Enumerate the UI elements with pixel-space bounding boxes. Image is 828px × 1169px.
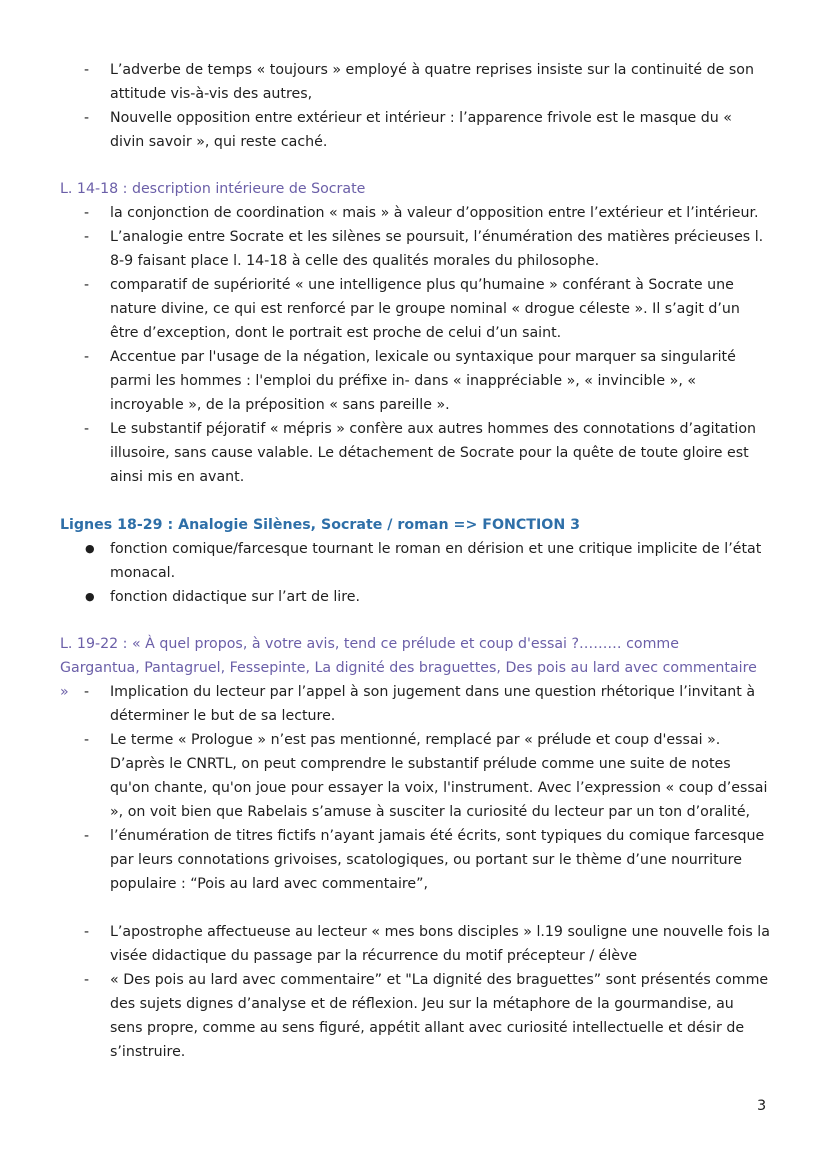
dash-marker: - xyxy=(84,684,90,700)
section-heading: Lignes 18-29 : Analogie Silènes, Socrate / roman => FONCTION 3 xyxy=(60,517,581,533)
dash-marker: - xyxy=(84,277,90,293)
dash-marker: - xyxy=(84,828,90,844)
list-item: Le terme « Prologue » n’est pas mentionné, remplacé par « prélude et coup d'essai ». D’après le CNRTL, on peut comprendre le substantif prélude comme une suite de notes qu'on chante, qu'on joue pour essayer la voix, l'instrument. Avec l’expression « coup d’essai », on voit bien que Rabelais s’amuse à susciter la curiosité du lecteur par un ton d’oralité, xyxy=(110,732,768,820)
section-heading: L. 19-22 : « À quel propos, à votre avis, tend ce prélude et coup d'essai ?……… comme Gargantua, Pantagruel, Fessepinte, La dignité des braguettes, Des pois au lard avec commentaire » xyxy=(60,636,757,700)
dash-marker: - xyxy=(84,924,90,940)
list-item: l’énumération de titres fictifs n’ayant jamais été écrits, sont typiques du comique farcesque par leurs connotations grivoises, scatologiques, ou portant sur le thème d’une nourriture populaire : “Pois au lard avec commentaire”, xyxy=(110,828,765,892)
dash-marker: - xyxy=(84,62,90,78)
list-item: Nouvelle opposition entre extérieur et intérieur : l’apparence frivole est le masque du « divin savoir », qui reste caché. xyxy=(110,110,732,150)
dash-marker: - xyxy=(84,972,90,988)
list-item: comparatif de supériorité « une intelligence plus qu’humaine » conférant à Socrate une nature divine, ce qui est renforcé par le groupe nominal « drogue céleste ». Il s’agit d’un être d’exception, dont le portrait est proche de celui d’un saint. xyxy=(110,277,740,341)
list-item: Le substantif péjoratif « mépris » confère aux autres hommes des connotations d’agitation illusoire, sans cause valable. Le détachement de Socrate pour la quête de toute gloire est ainsi mis en avant. xyxy=(110,421,757,485)
dash-marker: - xyxy=(84,205,90,221)
bullet-marker: ● xyxy=(85,590,95,603)
list-item: L’analogie entre Socrate et les silènes se poursuit, l’énumération des matières précieuses l. 8-9 faisant place l. 14-18 à celle des qualités morales du philosophe. xyxy=(110,229,764,269)
list-item: Implication du lecteur par l’appel à son jugement dans une question rhétorique l’invitant à déterminer le but de sa lecture. xyxy=(110,684,756,724)
section-heading: L. 14-18 : description intérieure de Socrate xyxy=(60,181,366,197)
page-number: 3 xyxy=(757,1098,767,1114)
dash-marker: - xyxy=(84,421,90,437)
list-item: fonction comique/farcesque tournant le roman en dérision et une critique implicite de l’état monacal. xyxy=(110,541,762,581)
list-item: la conjonction de coordination « mais » à valeur d’opposition entre l’extérieur et l’intérieur. xyxy=(110,205,759,221)
dash-marker: - xyxy=(84,110,90,126)
dash-marker: - xyxy=(84,732,90,748)
bullet-marker: ● xyxy=(85,542,95,555)
list-item: Accentue par l'usage de la négation, lexicale ou syntaxique pour marquer sa singularité parmi les hommes : l'emploi du préfixe in- dans « inappréciable », « invincible », « incroyable », de la préposition « sans pareille ». xyxy=(110,349,736,413)
dash-marker: - xyxy=(84,229,90,245)
dash-marker: - xyxy=(84,349,90,365)
list-item: fonction didactique sur l’art de lire. xyxy=(110,589,361,605)
list-item: L’adverbe de temps « toujours » employé à quatre reprises insiste sur la continuité de son attitude vis-à-vis des autres, xyxy=(110,62,754,102)
list-item: « Des pois au lard avec commentaire” et "La dignité des braguettes” sont présentés comme des sujets dignes d’analyse et de réflexion. Jeu sur la métaphore de la gourmandise, au sens propre, comme au sens figuré, appétit allant avec curiosité intellectuelle et désir de s’instruire. xyxy=(110,972,769,1060)
list-item: L’apostrophe affectueuse au lecteur « mes bons disciples » l.19 souligne une nouvelle fois la visée didactique du passage par la récurrence du motif précepteur / élève xyxy=(110,924,770,964)
